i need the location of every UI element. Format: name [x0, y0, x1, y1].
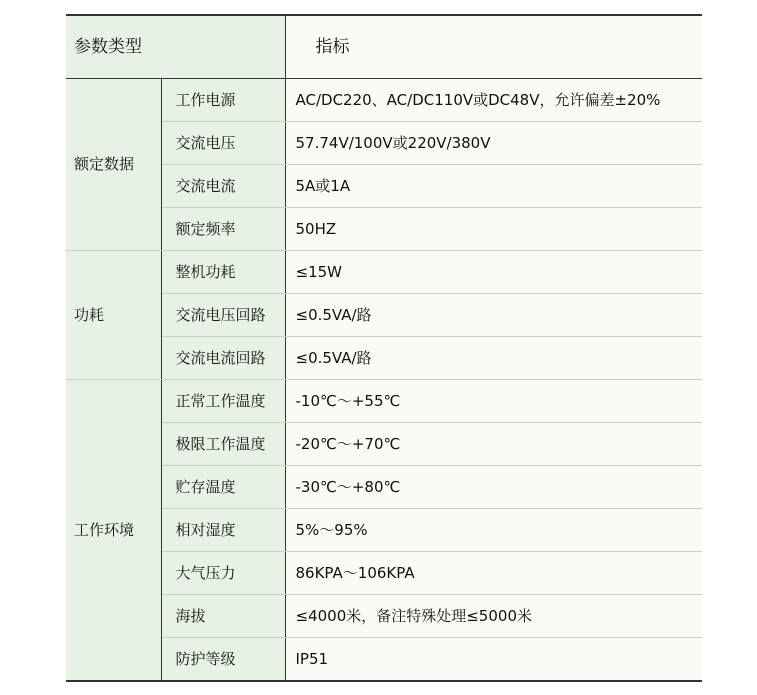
- param-cell: 大气压力: [161, 552, 285, 595]
- value-cell: IP51: [285, 638, 702, 682]
- category-cell: 工作环境: [66, 380, 161, 682]
- value-cell: -10℃～+55℃: [285, 380, 702, 423]
- value-cell: -30℃～+80℃: [285, 466, 702, 509]
- table-row: [66, 208, 702, 251]
- table-row: [66, 251, 702, 294]
- value-cell: ≤15W: [285, 251, 702, 294]
- table-row: [66, 466, 702, 509]
- value-cell: ≤0.5VA/路: [285, 294, 702, 337]
- param-cell: 交流电压回路: [161, 294, 285, 337]
- spec-table: [66, 14, 702, 682]
- value-cell: 86KPA～106KPA: [285, 552, 702, 595]
- table-row: [66, 595, 702, 638]
- table-header: [66, 15, 702, 79]
- value-cell: 50HZ: [285, 208, 702, 251]
- table-row: [66, 509, 702, 552]
- value-cell: ≤4000米，备注特殊处理≤5000米: [285, 595, 702, 638]
- param-cell: 海拔: [161, 595, 285, 638]
- table-row: [66, 122, 702, 165]
- param-cell: 额定频率: [161, 208, 285, 251]
- value-cell: 5A或1A: [285, 165, 702, 208]
- table-body: [66, 79, 702, 682]
- category-cell: 额定数据: [66, 79, 161, 251]
- param-cell: 极限工作温度: [161, 423, 285, 466]
- value-cell: AC/DC220、AC/DC110V或DC48V，允许偏差±20%: [285, 79, 702, 122]
- table-row: [66, 79, 702, 122]
- table-row: [66, 337, 702, 380]
- table-row: [66, 552, 702, 595]
- param-cell: 交流电压: [161, 122, 285, 165]
- table-row: [66, 294, 702, 337]
- value-cell: -20℃～+70℃: [285, 423, 702, 466]
- table-row: [66, 638, 702, 682]
- value-cell: ≤0.5VA/路: [285, 337, 702, 380]
- value-cell: 57.74V/100V或220V/380V: [285, 122, 702, 165]
- table-row: [66, 165, 702, 208]
- param-cell: 贮存温度: [161, 466, 285, 509]
- header-param-type: 参数类型: [66, 15, 285, 79]
- param-cell: 交流电流: [161, 165, 285, 208]
- header-row: [66, 15, 702, 79]
- param-cell: 工作电源: [161, 79, 285, 122]
- param-cell: 防护等级: [161, 638, 285, 682]
- value-cell: 5%～95%: [285, 509, 702, 552]
- category-cell: 功耗: [66, 251, 161, 380]
- param-cell: 交流电流回路: [161, 337, 285, 380]
- table-row: [66, 380, 702, 423]
- param-cell: 相对湿度: [161, 509, 285, 552]
- param-cell: 整机功耗: [161, 251, 285, 294]
- param-cell: 正常工作温度: [161, 380, 285, 423]
- header-spec: 指标: [285, 15, 702, 79]
- table-row: [66, 423, 702, 466]
